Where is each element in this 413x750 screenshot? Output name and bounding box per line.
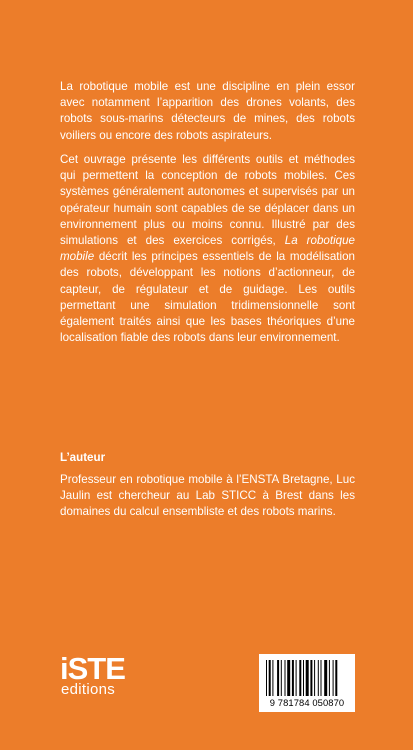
publisher-logo bbox=[60, 651, 140, 700]
book-title-italic: La robotique mobile bbox=[60, 234, 355, 264]
author-bio: Professeur en robotique mobile à l’ENSTA Bretagne, Luc Jaulin est chercheur au Lab STICC à Brest dans les domaines du calcul ensembliste et des robots marins. bbox=[60, 473, 355, 519]
logo-editions-text: editions bbox=[61, 681, 116, 698]
logo-iste-text: iSTE bbox=[60, 651, 125, 686]
description-paragraph-2 bbox=[60, 152, 355, 346]
author-heading: L’auteur bbox=[60, 451, 106, 464]
isbn-number: 9 781784 050870 bbox=[269, 697, 345, 708]
barcode-bars-icon bbox=[266, 660, 348, 696]
description-paragraph-1: La robotique mobile est une discipline en plein essor avec notamment l’apparition des drones volants, des robots sous-marins détecteurs de mines, des robots voiliers ou encore des robots aspirateurs. bbox=[60, 80, 355, 142]
barcode bbox=[259, 654, 355, 712]
paragraph-2-rest: décrit les principes essentiels de la modélisation des robots, développant les notions d’actionneur, de capteur, de régulateur et de guidage. Les outils permettant une simulation tridimensionnelle sont également traités ainsi que les bases théoriques d’une localisation fiable des robots dans leur environnement. bbox=[60, 250, 355, 345]
paragraph-2-intro: Cet ouvrage présente les différents outils et méthodes qui permettent la conception de robots mobiles. Ces systèmes généralement autonomes et supervisés par un opérateur humain sont capables de se déplacer dans un environnement plus ou moins connu. Illustré par des simulations et des exercices corrigés, bbox=[60, 153, 355, 248]
